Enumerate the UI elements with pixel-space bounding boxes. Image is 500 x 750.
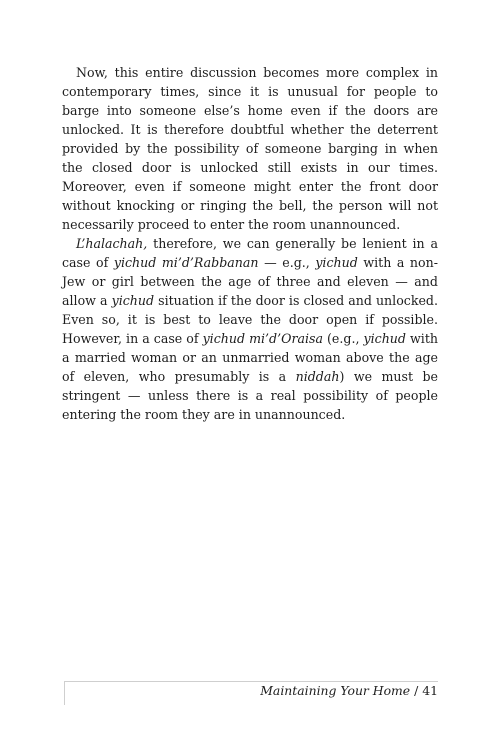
footer-rule [64, 681, 438, 682]
paragraph-2-text-5: (e.g., [322, 331, 364, 346]
term-yichud-mid-rabbanan: yichud mi’d’Rabbanan [113, 255, 259, 270]
paragraph-2-text-4: situation if the door is closed and unlocked. Even so, it is best to leave the door open if possible. However, in a case of [62, 293, 438, 346]
paragraph-2-text-7: ) we must be stringent — unless there is a real possibility of people entering the room they are in unannounced. [62, 369, 438, 422]
section-title: Maintaining Your Home [260, 683, 411, 698]
term-niddah: niddah [295, 369, 340, 384]
paragraph-2-text-2: — e.g., [258, 255, 316, 270]
running-footer [260, 683, 438, 699]
term-lhalachah: L’halachah, [76, 236, 148, 251]
paragraph-2-text-3: with a non-Jew or girl between the age of three and eleven — and allow a [62, 255, 438, 308]
paragraph-2-text-1: therefore, we can generally be lenient in a case of [62, 236, 438, 270]
footer-separator: / [410, 683, 423, 698]
paragraph-2-text-6: with a married woman or an unmarried woman above the age of eleven, who presumably is a [62, 331, 439, 384]
term-yichud-mid-oraisa: yichud mi’d’Oraisa [202, 331, 323, 346]
term-yichud: yichud [315, 255, 358, 270]
footer-rule-left [64, 681, 65, 705]
body-text [62, 63, 438, 424]
paragraph-2 [62, 234, 438, 424]
page-number: 41 [422, 683, 438, 698]
paragraph-1: Now, this entire discussion becomes more complex in contemporary times, since it is unusual for people to barge into someone else’s home even if the doors are unlocked. It is therefore doubtful whether the deterrent provided by the possibility of someone barging in when the closed door is unlocked still exists in our times. Moreover, even if someone might enter the front door without knocking or ringing the bell, the person will not necessarily proceed to enter the room unannounced. [62, 65, 438, 232]
term-yichud: yichud [111, 293, 155, 308]
term-yichud: yichud [363, 331, 406, 346]
